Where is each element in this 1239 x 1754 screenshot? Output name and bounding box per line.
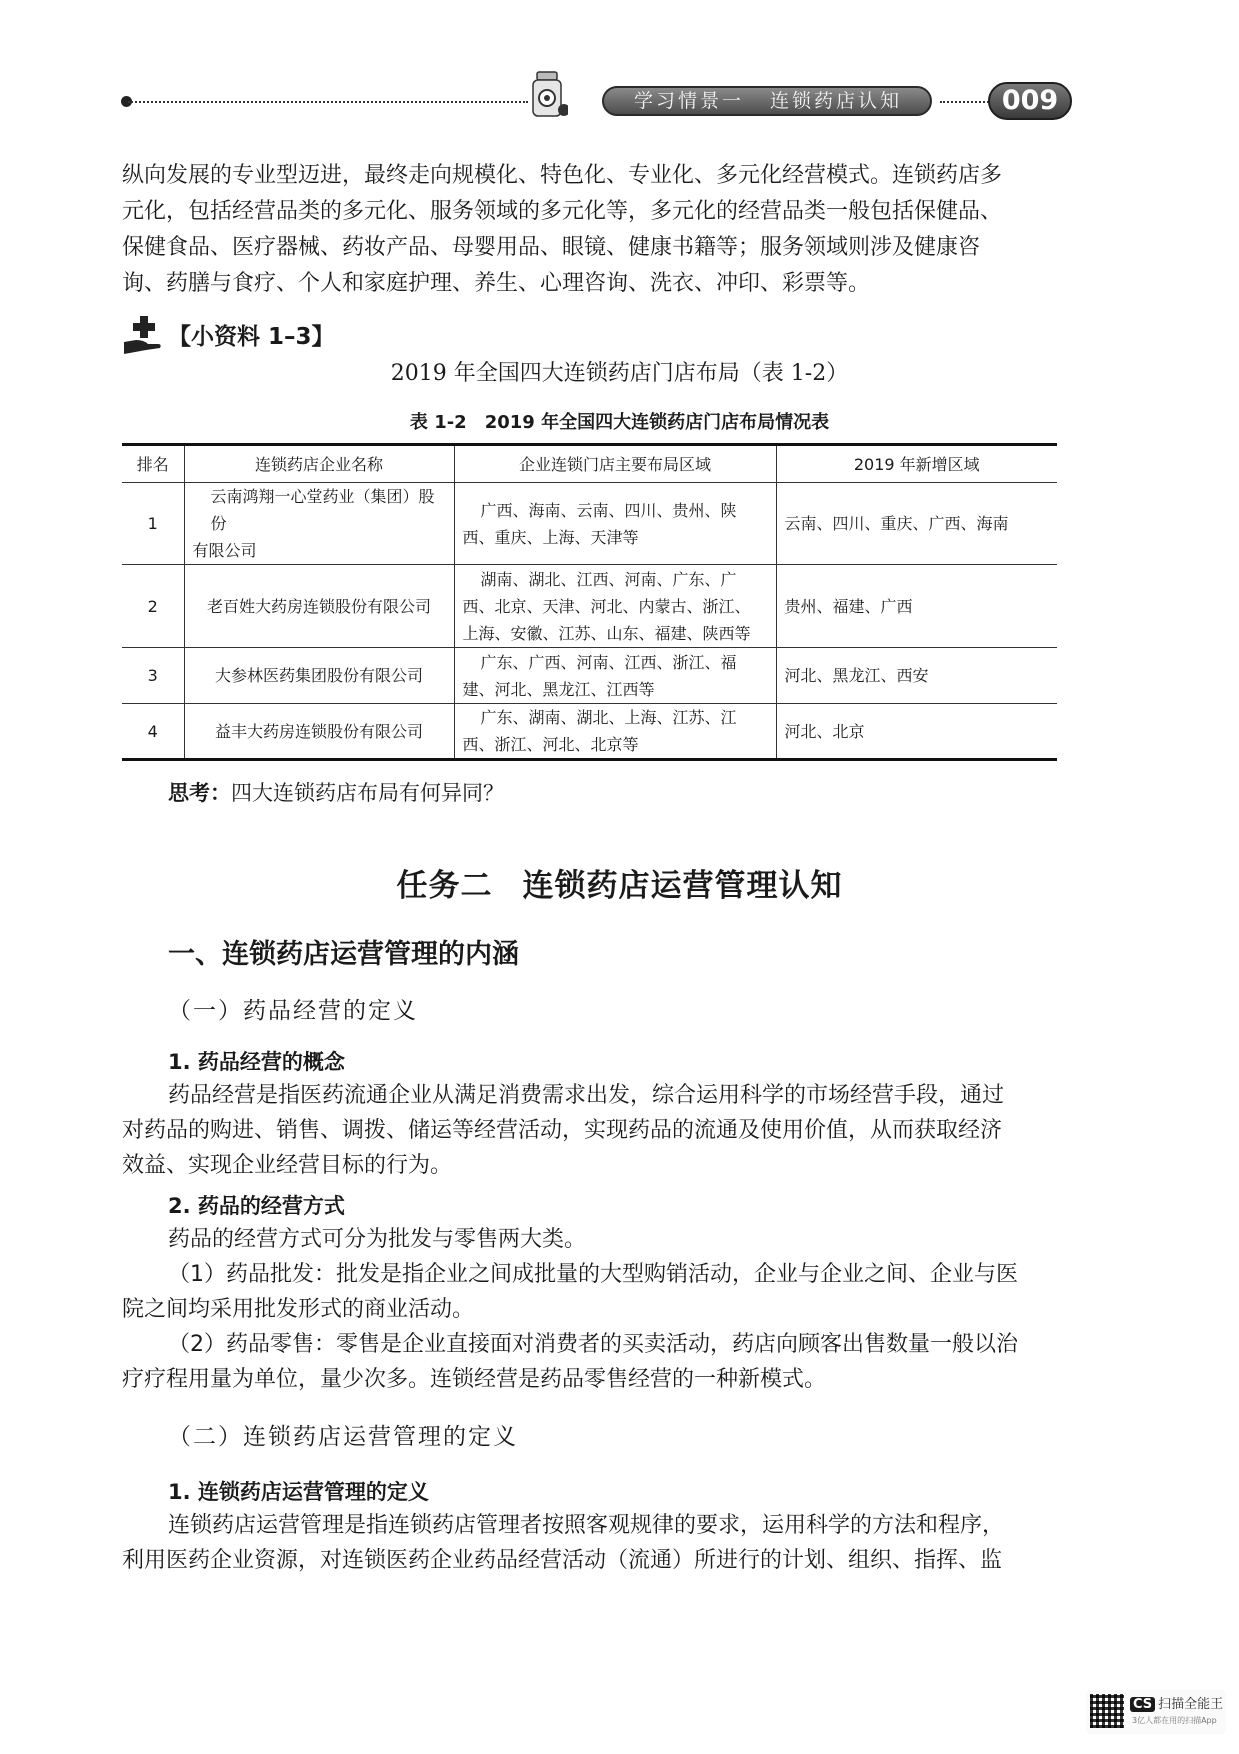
table-row: [122, 483, 1057, 565]
think-text: 四大连锁药店布局有何异同？: [231, 781, 504, 805]
header-chapter-title: 连锁药店认知: [770, 90, 903, 112]
regions-cell: 湖南、湖北、江西、河南、广东、广 西、北京、天津、河北、内蒙古、浙江、 上海、安徽、江苏、山东、福建、陕西等: [454, 565, 776, 648]
chain-store-table: [122, 443, 1057, 761]
paragraph-line: 院之间均采用批发形式的商业活动。: [122, 1297, 475, 1322]
paragraph-line: 对药品的购进、销售、调拨、储运等经营活动，实现药品的流通及使用价值，从而获取经济: [122, 1118, 1003, 1143]
think-question: [168, 777, 504, 807]
new-regions-cell: 云南、四川、重庆、广西、海南: [776, 483, 1057, 565]
table-header-cell: 连锁药店企业名称: [184, 445, 454, 483]
cs-logo-icon: CS: [1130, 1697, 1155, 1712]
table-header-row: [122, 445, 1057, 483]
task-title: 任务二 连锁药店运营管理认知: [396, 868, 843, 904]
qr-code-icon: [1090, 1694, 1124, 1728]
think-label: 思考：: [168, 781, 231, 805]
section-heading: 一、连锁药店运营管理的内涵: [168, 939, 519, 970]
item-heading: 1. 药品经营的概念: [168, 1050, 345, 1074]
paragraph-line: 药品经营是指医药流通企业从满足消费需求出发，综合运用科学的市场经营手段，通过: [168, 1083, 1005, 1108]
rank-cell: 3: [122, 648, 184, 704]
hand-cross-icon: [122, 314, 166, 356]
resource-subtitle: 2019 年全国四大连锁药店门店布局（表 1-2）: [390, 361, 849, 386]
paragraph-line: 药品的经营方式可分为批发与零售两大类。: [168, 1227, 587, 1252]
header-chapter: 学习情景一: [634, 90, 745, 112]
subsection-heading: （二）连锁药店运营管理的定义: [168, 1424, 518, 1450]
paragraph-line: 疗疗程用量为单位，量少次多。连锁经营是药品零售经营的一种新模式。: [122, 1367, 827, 1392]
medicine-bottle-icon: [528, 70, 568, 120]
company-cell: 老百姓大药房连锁股份有限公司: [184, 565, 454, 648]
subsection-heading: （一）药品经营的定义: [168, 998, 418, 1024]
paragraph-line: （2）药品零售：零售是企业直接面对消费者的买卖活动，药店向顾客出售数量一般以治: [168, 1332, 1018, 1357]
rank-cell: 2: [122, 565, 184, 648]
new-regions-cell: 河北、黑龙江、西安: [776, 648, 1057, 704]
table-header-cell: 排名: [122, 445, 184, 483]
company-cell: 益丰大药房连锁股份有限公司: [184, 704, 454, 760]
new-regions-cell: 贵州、福建、广西: [776, 565, 1057, 648]
definition-paragraph: [122, 1508, 1057, 1578]
paragraph-line: 连锁药店运营管理是指连锁药店管理者按照客观规律的要求，运用科学的方法和程序，: [168, 1513, 1005, 1538]
table-header-cell: 2019 年新增区域: [776, 445, 1057, 483]
paragraph-line: 效益、实现企业经营目标的行为。: [122, 1153, 453, 1178]
table-row: [122, 704, 1057, 760]
resource-label: 【小资料 1–3】: [168, 324, 335, 350]
page-number: 009: [988, 82, 1072, 120]
rank-cell: 1: [122, 483, 184, 565]
mode-paragraph: [122, 1222, 1057, 1397]
intro-paragraph: [122, 158, 1057, 302]
paragraph-line: 利用医药企业资源，对连锁医药企业药品经营活动（流通）所进行的计划、组织、指挥、监: [122, 1548, 1003, 1573]
regions-cell: 广东、广西、河南、江西、浙江、福 建、河北、黑龙江、江西等: [454, 648, 776, 704]
regions-cell: 广东、湖南、湖北、上海、江苏、江 西、浙江、河北、北京等: [454, 704, 776, 760]
scanner-brand: CS 扫描全能王: [1130, 1693, 1223, 1712]
table-row: [122, 565, 1057, 648]
regions-cell: 广西、海南、云南、四川、贵州、陕 西、重庆、上海、天津等: [454, 483, 776, 565]
company-cell: 大参林医药集团股份有限公司: [184, 648, 454, 704]
header-rule-left: [128, 101, 528, 103]
item-heading: 2. 药品的经营方式: [168, 1194, 345, 1218]
item-heading: 1. 连锁药店运营管理的定义: [168, 1480, 429, 1504]
intro-line: 纵向发展的专业型迈进，最终走向规模化、特色化、专业化、多元化经营模式。连锁药店多: [122, 163, 1003, 188]
company-cell: 云南鸿翔一心堂药业（集团）股份 有限公司: [184, 483, 454, 565]
scanner-tagline: 3亿人都在用的扫描App: [1132, 1716, 1217, 1725]
new-regions-cell: 河北、北京: [776, 704, 1057, 760]
header-rule-right: [940, 101, 992, 103]
header-chapter-band: [602, 86, 932, 116]
concept-paragraph: [122, 1078, 1057, 1183]
table-header-cell: 企业连锁门店主要布局区域: [454, 445, 776, 483]
table-caption: 表 1-2 2019 年全国四大连锁药店门店布局情况表: [409, 412, 830, 433]
paragraph-line: （1）药品批发：批发是指企业之间成批量的大型购销活动，企业与企业之间、企业与医: [168, 1262, 1018, 1287]
rank-cell: 4: [122, 704, 184, 760]
intro-line: 保健食品、医疗器械、药妆产品、母婴用品、眼镜、健康书籍等；服务领域则涉及健康咨: [122, 235, 981, 260]
intro-line: 元化，包括经营品类的多元化、服务领域的多元化等，多元化的经营品类一般包括保健品、: [122, 199, 1003, 224]
intro-line: 询、药膳与食疗、个人和家庭护理、养生、心理咨询、洗衣、冲印、彩票等。: [122, 271, 871, 296]
table-row: [122, 648, 1057, 704]
